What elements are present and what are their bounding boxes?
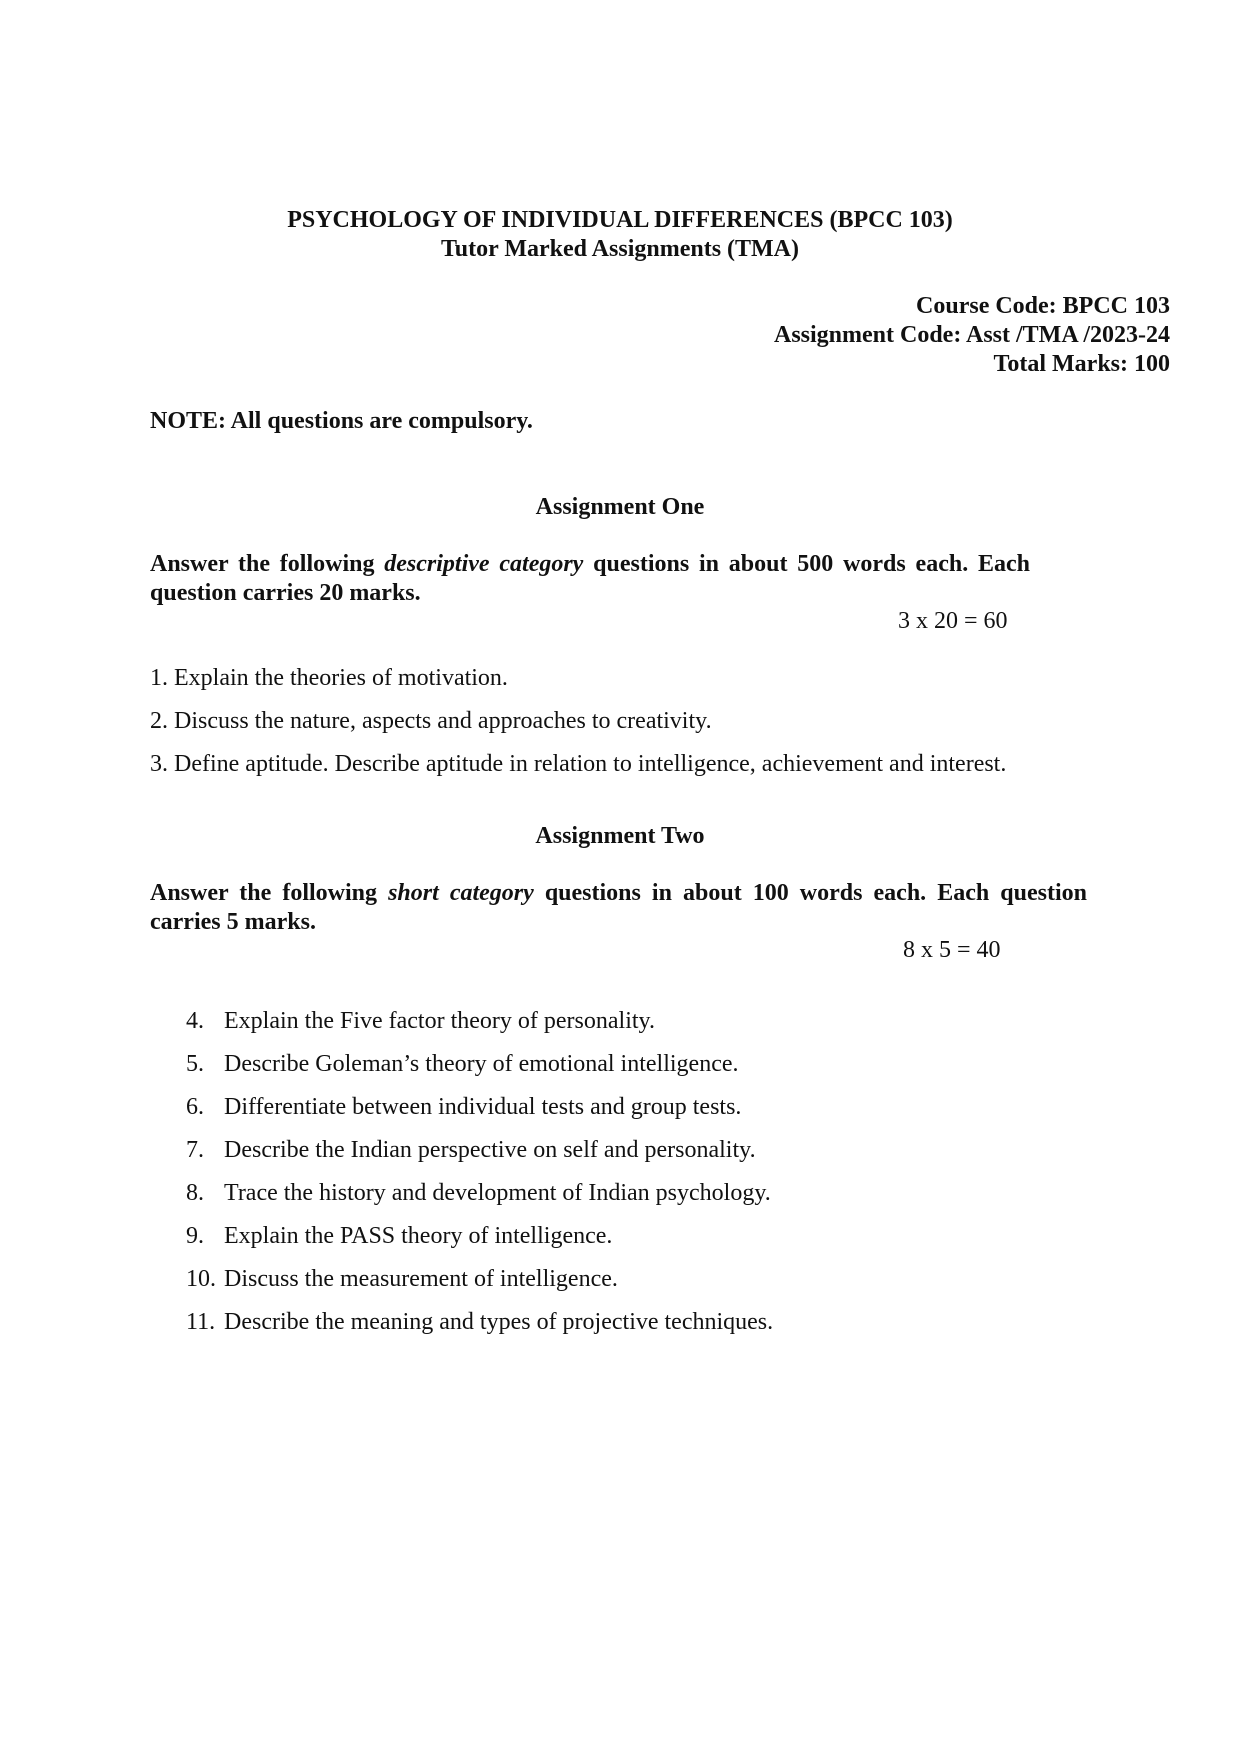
- question-text: Explain the Five factor theory of personality.: [224, 1008, 655, 1034]
- assignment-two-marks: 8 x 5 = 40: [903, 937, 1001, 963]
- assignment-two-instruction: [150, 879, 1087, 937]
- question-text: Discuss the measurement of intelligence.: [224, 1266, 618, 1292]
- instruction-category: short category: [388, 880, 534, 906]
- assignment-two-title: Assignment Two: [535, 823, 705, 849]
- note: NOTE: All questions are compulsory.: [150, 408, 533, 434]
- question-number: 11.: [186, 1309, 216, 1335]
- question-5: [186, 1050, 739, 1079]
- question-number: 5.: [186, 1051, 204, 1077]
- question-3: 3. Define aptitude. Describe aptitude in relation to intelligence, achievement and interest.: [150, 751, 1007, 777]
- assignment-one-instruction: [150, 550, 1030, 608]
- document-title: PSYCHOLOGY OF INDIVIDUAL DIFFERENCES (BPCC 103): [287, 207, 953, 233]
- question-text: Describe Goleman’s theory of emotional intelligence.: [224, 1051, 739, 1077]
- question-9: [186, 1222, 612, 1251]
- question-text: Describe the meaning and types of projective techniques.: [224, 1309, 774, 1335]
- question-2: 2. Discuss the nature, aspects and approaches to creativity.: [150, 708, 712, 734]
- question-1: 1. Explain the theories of motivation.: [150, 665, 508, 691]
- question-number: 4.: [186, 1008, 204, 1034]
- question-text: Trace the history and development of Indian psychology.: [224, 1180, 771, 1206]
- question-4: [186, 1007, 655, 1036]
- instruction-text: questions in about 500 words each. Each question carries 20 marks.: [150, 551, 1030, 606]
- instruction-text: questions in about 100 words each. Each question carries 5 marks.: [150, 880, 1087, 935]
- assignment-one-title: Assignment One: [535, 494, 705, 520]
- assignment-one-marks: 3 x 20 = 60: [898, 608, 1008, 634]
- instruction-text: Answer the following: [150, 880, 389, 906]
- instruction-text: Answer the following: [150, 551, 385, 577]
- question-number: 7.: [186, 1137, 204, 1163]
- instruction-category: descriptive category: [384, 551, 584, 577]
- question-6: [186, 1093, 741, 1122]
- question-8: [186, 1179, 771, 1208]
- question-text: Describe the Indian perspective on self and personality.: [224, 1137, 756, 1163]
- question-text: Differentiate between individual tests and group tests.: [224, 1094, 742, 1120]
- question-7: [186, 1136, 756, 1165]
- question-10: [186, 1265, 618, 1294]
- question-text: Explain the PASS theory of intelligence.: [224, 1223, 613, 1249]
- question-number: 10.: [186, 1266, 216, 1292]
- question-11: [186, 1308, 773, 1337]
- question-number: 8.: [186, 1180, 204, 1206]
- total-marks: Total Marks: 100: [993, 351, 1170, 377]
- question-number: 9.: [186, 1223, 204, 1249]
- document-subtitle: Tutor Marked Assignments (TMA): [440, 236, 800, 262]
- assignment-code: Assignment Code: Asst /TMA /2023-24: [773, 322, 1170, 348]
- course-code: Course Code: BPCC 103: [916, 293, 1170, 319]
- question-number: 6.: [186, 1094, 204, 1120]
